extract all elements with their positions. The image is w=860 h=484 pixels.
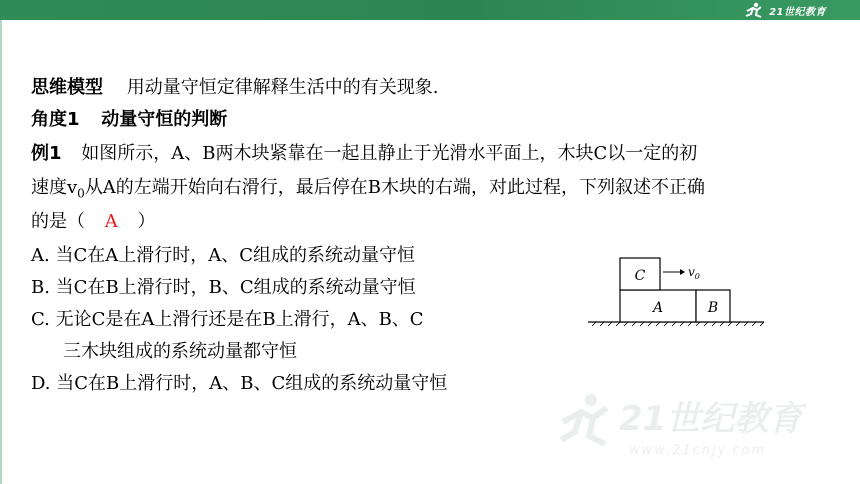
answer-text: A bbox=[104, 211, 118, 232]
block-b-label: B bbox=[707, 300, 719, 316]
velocity-label bbox=[688, 265, 700, 281]
question-text-2b: 从A的左端开始向右滑行，最后停在B木块的右端，对此过程，下列叙述不正确 bbox=[84, 177, 706, 198]
option-c-line-2: 三木块组成的系统动量都守恒 bbox=[63, 341, 297, 362]
question-text-2a: 速度v bbox=[31, 177, 78, 198]
question-label: 例1 bbox=[31, 143, 62, 164]
model-text: 用动量守恒定律解释生活中的有关现象. bbox=[126, 77, 439, 98]
ground-hatching bbox=[592, 322, 764, 326]
block-c-label: C bbox=[634, 268, 646, 284]
option-a: A. 当C在A上滑行时，A、C组成的系统动量守恒 bbox=[31, 245, 415, 266]
question-text-3b: ） bbox=[137, 211, 156, 232]
watermark-runner-icon bbox=[561, 394, 607, 444]
runner-logo-icon bbox=[743, 2, 765, 18]
question-text-3a: 的是（ bbox=[31, 211, 85, 232]
top-banner bbox=[0, 0, 860, 20]
option-c-line-1: C. 无论C是在A上滑行还是在B上滑行，A、B、C bbox=[31, 309, 424, 330]
model-heading bbox=[31, 72, 438, 104]
site-logo bbox=[743, 1, 826, 19]
velocity-symbol: v bbox=[688, 265, 695, 279]
question-text-1: 如图所示，A、B两木块紧靠在一起且静止于光滑水平面上，木块C以一定的初 bbox=[81, 143, 698, 164]
left-border bbox=[0, 20, 2, 484]
top-banner-background bbox=[0, 0, 860, 20]
block-a-label: A bbox=[652, 300, 664, 316]
angle-heading bbox=[31, 104, 227, 136]
velocity-arrowhead bbox=[680, 269, 685, 275]
velocity-symbol-subscript: 0 bbox=[694, 272, 700, 281]
velocity-subscript: 0 bbox=[77, 186, 85, 201]
option-b: B. 当C在B上滑行时，B、C组成的系统动量守恒 bbox=[31, 277, 416, 298]
model-label: 思维模型 bbox=[31, 77, 103, 98]
watermark-url: www.21cnjy.com bbox=[629, 443, 767, 458]
question-line-2 bbox=[31, 172, 705, 210]
option-d: D. 当C在B上滑行时，A、B、C组成的系统动量守恒 bbox=[31, 373, 448, 394]
angle-text: 动量守恒的判断 bbox=[101, 109, 228, 130]
logo-text: 21世纪教育 bbox=[769, 6, 826, 18]
blocks-diagram bbox=[586, 253, 766, 333]
angle-label: 角度1 bbox=[31, 109, 80, 130]
watermark bbox=[555, 388, 845, 468]
watermark-text: 21世纪教育 bbox=[619, 399, 803, 439]
question-line-3 bbox=[31, 206, 155, 238]
question-line-1 bbox=[31, 138, 697, 170]
